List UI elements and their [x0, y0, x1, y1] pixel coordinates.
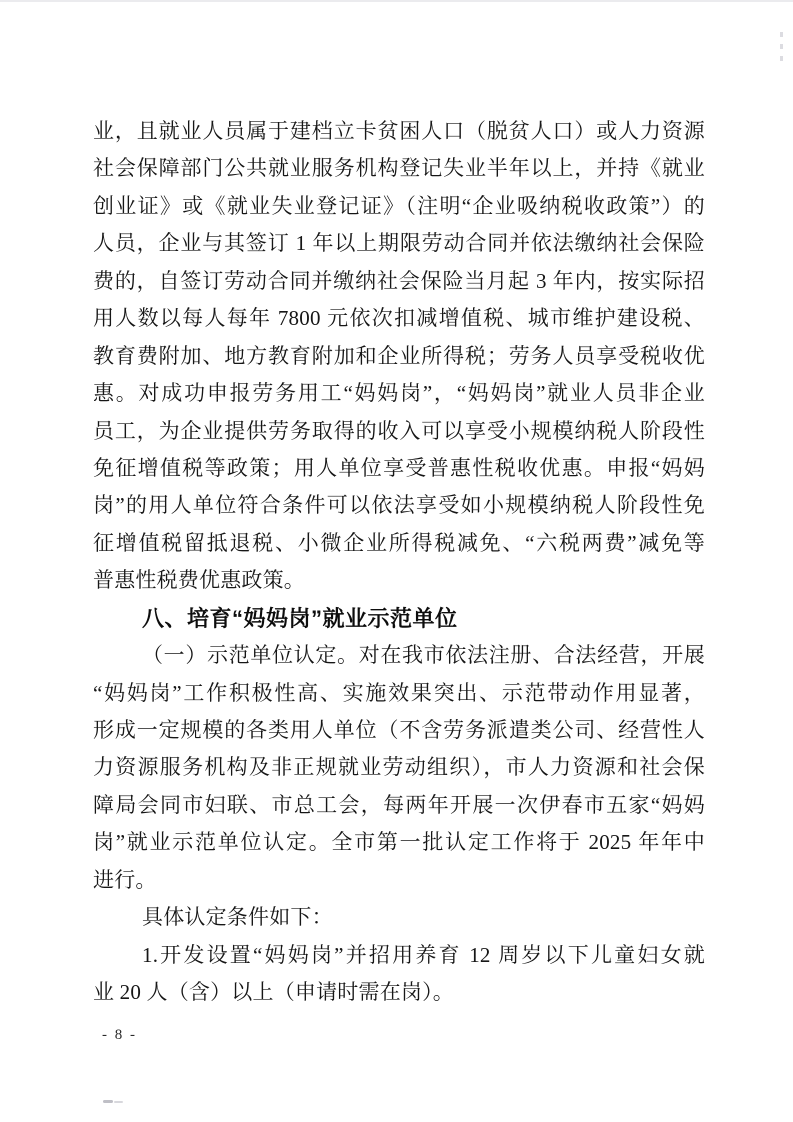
- text-line: 创业证》或《就业失业登记证》（注明“企业吸纳税收政策”）的: [93, 193, 705, 218]
- text-line: 惠。对成功申报劳务用工“妈妈岗”，“妈妈岗”就业人员非企业: [93, 381, 705, 406]
- document-body: [93, 113, 705, 1012]
- text-line: 人员，企业与其签订 1 年以上期限劳动合同并依法缴纳社会保险: [93, 231, 705, 256]
- text-line: 免征增值税等政策；用人单位享受普惠性税收优惠。申报“妈妈: [93, 455, 705, 480]
- list-item-1-line: 1.开发设置“妈妈岗”并招用养育 12 周岁以下儿童妇女就: [142, 942, 705, 967]
- paragraph-end-line: 普惠性税费优惠政策。: [93, 568, 305, 593]
- text-line: 力资源服务机构及非正规就业劳动组织），市人力资源和社会保: [93, 755, 705, 780]
- scan-specks: [780, 32, 784, 62]
- text-line: 征增值税留抵退税、小微企业所得税减免、“六税两费”减免等: [93, 530, 705, 555]
- text-line: 岗”就业示范单位认定。全市第一批认定工作将于 2025 年年中: [93, 830, 705, 855]
- text-line: 员工，为企业提供劳务取得的收入可以享受小规模纳税人阶段性: [93, 418, 705, 443]
- text-line: 具体认定条件如下：: [142, 905, 333, 930]
- text-line: 岗”的用人单位符合条件可以依法享受如小规模纳税人阶段性免: [93, 493, 705, 518]
- text-line: 障局会同市妇联、市总工会，每两年开展一次伊春市五家“妈妈: [93, 792, 705, 817]
- scan-smudge: [114, 1101, 123, 1103]
- text-line: （一）示范单位认定。对在我市依法注册、合法经营，开展: [142, 643, 705, 668]
- text-line: 教育费附加、地方教育附加和企业所得税；劳务人员享受税收优: [93, 343, 705, 368]
- text-line: “妈妈岗”工作积极性高、实施效果突出、示范带动作用显著，: [93, 680, 705, 705]
- text-line: 用人数以每人每年 7800 元依次扣减增值税、城市维护建设税、: [93, 306, 705, 331]
- section-heading-viii: 八、培育“妈妈岗”就业示范单位: [142, 605, 458, 631]
- scan-edge-line: [0, 0, 793, 2]
- paragraph-end-line: 进行。: [93, 867, 157, 892]
- page-number: - 8 -: [102, 1027, 137, 1043]
- text-line: 社会保障部门公共就业服务机构登记失业半年以上，并持《就业: [93, 156, 705, 181]
- text-line: 费的，自签订劳动合同并缴纳社会保险当月起 3 年内，按实际招: [93, 268, 705, 293]
- scan-smudge: [103, 1100, 113, 1103]
- paragraph-end-line: 业 20 人（含）以上（申请时需在岗）。: [93, 980, 454, 1005]
- text-line: 业，且就业人员属于建档立卡贫困人口（脱贫人口）或人力资源: [93, 119, 705, 143]
- text-line: 形成一定规模的各类用人单位（不含劳务派遣类公司、经营性人: [93, 718, 705, 742]
